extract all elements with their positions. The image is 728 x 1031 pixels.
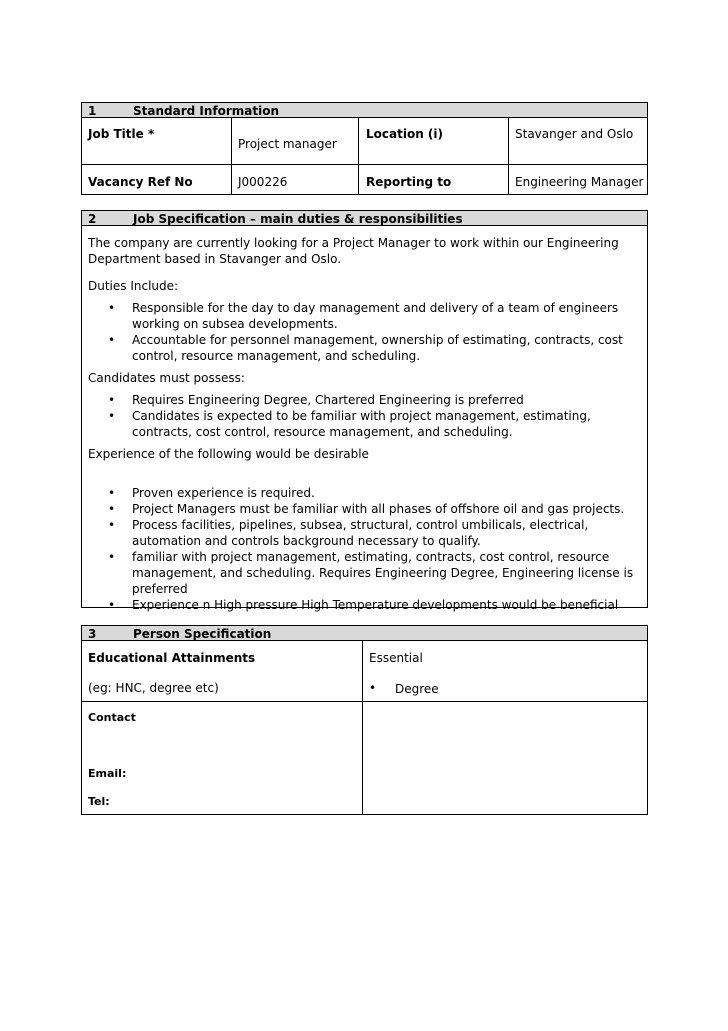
section-2-header: [81, 210, 648, 226]
section-number: 3: [88, 627, 97, 641]
section-1-header: [81, 102, 648, 118]
contact-label: Contact: [88, 711, 136, 724]
list-item: • Proven experience is required.: [108, 486, 315, 500]
list-item: • Candidates is expected to be familiar with project management, estimating, contracts, cost control, resource management, and scheduling.: [108, 409, 591, 439]
section-number: 1: [88, 104, 97, 118]
list-item: • Project Managers must be familiar with all phases of offshore oil and gas projects.: [108, 502, 625, 516]
essential-bullet: •: [369, 681, 377, 695]
email-label: Email:: [88, 767, 127, 780]
candidates-list: [82, 392, 649, 440]
reporting-to-label: Reporting to: [366, 175, 452, 189]
list-item: • Requires Engineering Degree, Chartered Engineering is preferred: [108, 393, 524, 407]
list-item: • Responsible for the day to day management and delivery of a team of engineers working on subsea developments.: [108, 301, 619, 331]
section-title: Job Specification – main duties & responsibilities: [133, 212, 463, 226]
location-label: Location (i): [366, 127, 443, 141]
duties-list: [82, 300, 649, 364]
tel-label: Tel:: [88, 795, 110, 808]
list-item: • familiar with project management, estimating, contracts, cost control, resource management, and scheduling. Requires Engineering Degree, Engineering license is preferred: [108, 550, 634, 596]
person-specification-table: [81, 640, 648, 815]
essential-item: Degree: [395, 682, 439, 696]
educational-attainments-label: Educational Attainments: [88, 651, 256, 665]
section-3-header: [81, 625, 648, 641]
standard-information-table: [81, 117, 648, 195]
vacancy-ref-value: J000226: [238, 175, 288, 189]
essential-label: Essential: [369, 651, 423, 665]
job-title-label: Job Title *: [88, 127, 155, 141]
section-number: 2: [88, 212, 97, 226]
job-title-value: Project manager: [238, 137, 337, 151]
experience-list: [82, 485, 649, 613]
job-specification-box: [81, 225, 648, 612]
duties-heading: Duties Include:: [88, 279, 179, 293]
educational-example: (eg: HNC, degree etc): [88, 681, 219, 695]
candidates-heading: Candidates must possess:: [88, 371, 245, 385]
location-value: Stavanger and Oslo: [515, 127, 634, 141]
section-title: Standard Information: [133, 104, 280, 118]
list-item: • Process facilities, pipelines, subsea, structural, control umbilicals, electrical, automation and controls background necessary to qualify.: [108, 518, 589, 548]
experience-heading: Experience of the following would be desirable: [88, 447, 369, 461]
reporting-to-value: Engineering Manager: [515, 175, 644, 189]
list-item: • Accountable for personnel management, ownership of estimating, contracts, cost control, resource management, and scheduling.: [108, 333, 623, 363]
section-title: Person Specification: [133, 627, 272, 641]
intro-paragraph: The company are currently looking for a Project Manager to work within our Engineering Department based in Stavanger and Oslo.: [88, 236, 619, 266]
vacancy-ref-label: Vacancy Ref No: [88, 175, 193, 189]
list-item: • Experience n High pressure High Temperature developments would be beneficial: [108, 598, 619, 612]
